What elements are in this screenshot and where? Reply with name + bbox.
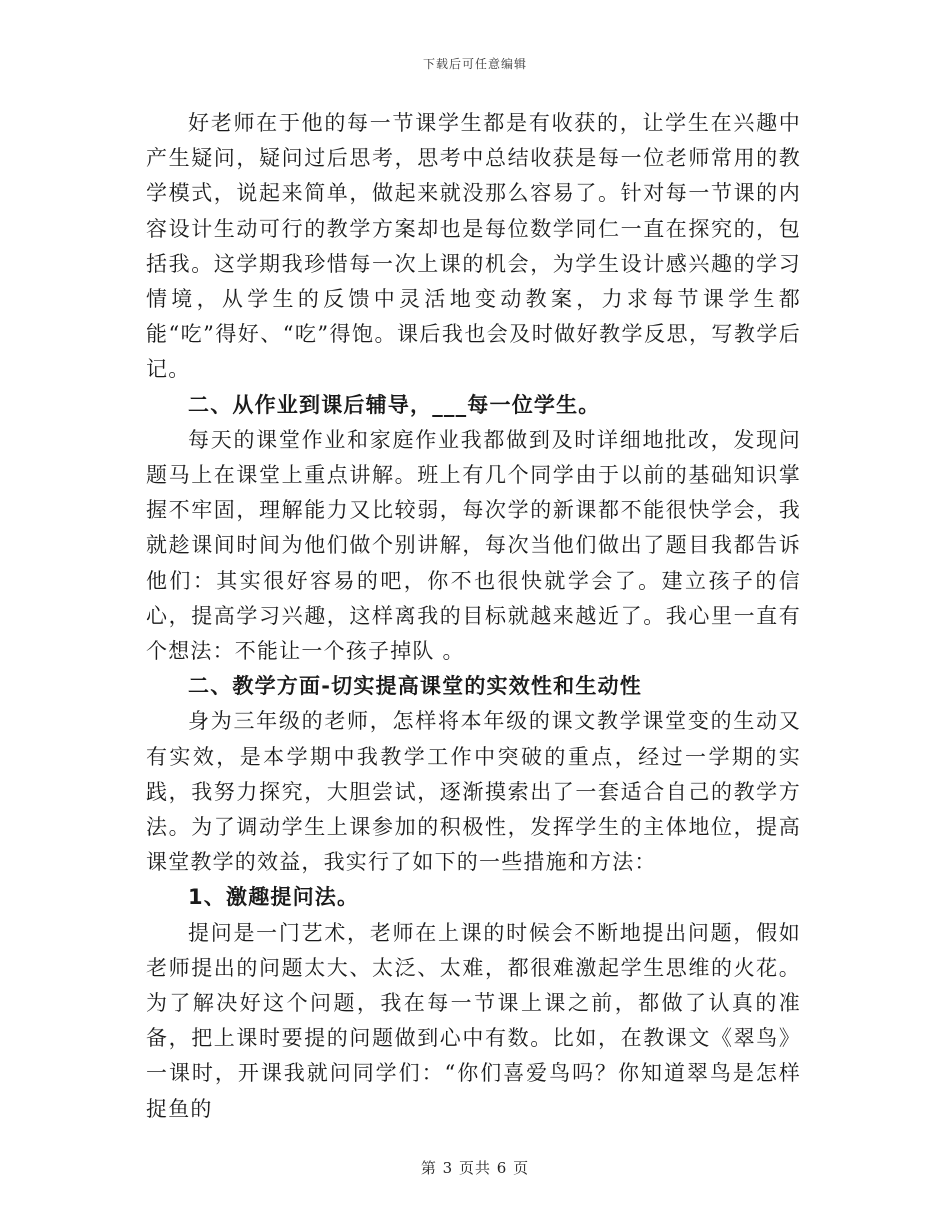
subsection-heading-questioning: 1、激趣提问法。 (188, 885, 360, 910)
section-heading-teaching: 二、教学方面-切实提高课堂的实效性和生动性 (188, 674, 642, 699)
page-footer: 第 3 页共 6 页 (420, 1159, 530, 1177)
document-body (146, 106, 801, 1127)
paragraph-3: 身为三年级的老师，怎样将本年级的课文教学课堂变的生动又有实效，是本学期中我教学工作中突破的重点，经过一学期的实践，我努力探究，大胆尝试，逐渐摸索出了一套适合自己的教学方法。为了调动学生上课参加的积极性，发挥学生的主体地位，提高课堂教学的效益，我实行了如下的一些措施和方法： (146, 709, 801, 875)
paragraph-1: 好老师在于他的每一节课学生都是有收获的，让学生在兴趣中产生疑问，疑问过后思考，思考中总结收获是每一位老师常用的教学模式，说起来简单，做起来就没那么容易了。针对每一节课的内容设计生动可行的教学方案却也是每位数学同仁一直在探究的，包括我。这学期我珍惜每一次上课的机会，为学生设计感兴趣的学习情境，从学生的反馈中灵活地变动教案，力求每节课学生都能“吃”得好、“吃”得饱。课后我也会及时做好教学反思，写教学后记。 (146, 111, 801, 382)
paragraph-4: 提问是一门艺术，老师在上课的时候会不断地提出问题，假如老师提出的问题太大、太泛、太难，都很难激起学生思维的火花。为了解决好这个问题，我在每一节课上课之前，都做了认真的准备，把上课时要提的问题做到心中有数。比如，在教课文《翠鸟》一课时，开课我就问同学们：“你们喜爱鸟吗？你知道翠鸟是怎样捉鱼的 (146, 920, 801, 1121)
paragraph-2: 每天的课堂作业和家庭作业我都做到及时详细地批改，发现问题马上在课堂上重点讲解。班上有几个同学由于以前的基础知识掌握不牢固，理解能力又比较弱，每次学的新课都不能很快学会，我就趁课间时间为他们做个别讲解，每次当他们做出了题目我都告诉他们：其实很好容易的吧，你不也很快就学会了。建立孩子的信心，提高学习兴趣，这样离我的目标就越来越近了。我心里一直有个想法：不能让一个孩子掉队 。 (146, 427, 801, 664)
page-header: 下载后可任意编辑 (422, 57, 527, 71)
section-heading-homework: 二、从作业到课后辅导，___每一位学生。 (188, 392, 601, 417)
